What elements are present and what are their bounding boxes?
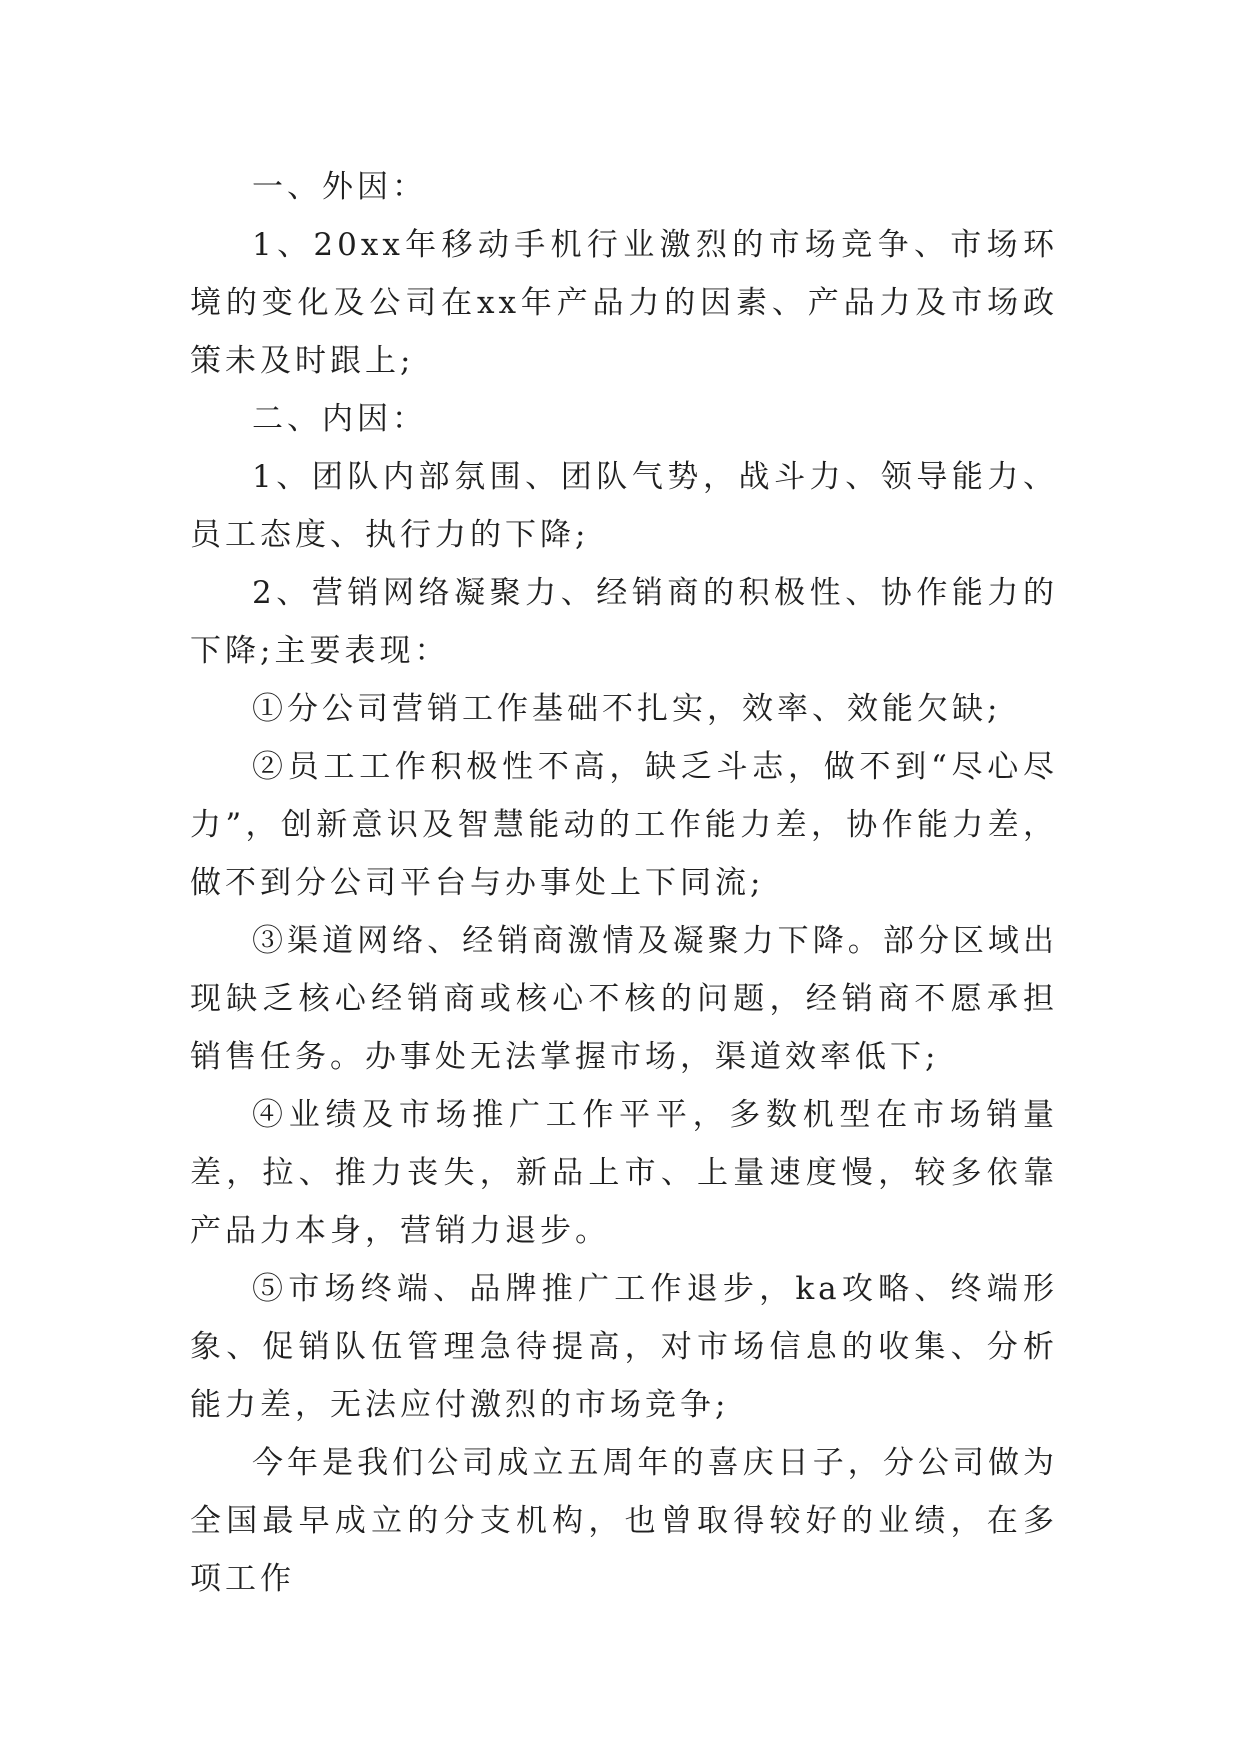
heading-external-causes: 一、外因： (252, 169, 427, 205)
list-item-1: ①分公司营销工作基础不扎实，效率、效能欠缺; (252, 691, 1002, 727)
paragraph-internal-2: 2、营销网络凝聚力、经销商的积极性、协作能力的下降;主要表现： (190, 575, 1058, 669)
paragraph-internal-1: 1、团队内部氛围、团队气势，战斗力、领导能力、员工态度、执行力的下降; (190, 459, 1058, 553)
document-body (190, 158, 1058, 1608)
list-item-4: ④业绩及市场推广工作平平，多数机型在市场销量差，拉、推力丧失，新品上市、上量速度慢，较多依靠产品力本身，营销力退步。 (190, 1097, 1058, 1249)
heading-internal-causes: 二、内因： (252, 401, 427, 437)
list-item-3: ③渠道网络、经销商激情及凝聚力下降。部分区域出现缺乏核心经销商或核心不核的问题，经销商不愿承担销售任务。办事处无法掌握市场，渠道效率低下; (190, 923, 1058, 1075)
paragraph-anniversary: 今年是我们公司成立五周年的喜庆日子，分公司做为全国最早成立的分支机构，也曾取得较好的业绩，在多项工作 (190, 1445, 1058, 1597)
paragraph-external-1: 1、20xx年移动手机行业激烈的市场竞争、市场环境的变化及公司在xx年产品力的因素、产品力及市场政策未及时跟上; (190, 227, 1058, 379)
list-item-2: ②员工工作积极性不高，缺乏斗志，做不到“尽心尽力”，创新意识及智慧能动的工作能力差，协作能力差，做不到分公司平台与办事处上下同流; (190, 749, 1058, 901)
list-item-5: ⑤市场终端、品牌推广工作退步，ka攻略、终端形象、促销队伍管理急待提高，对市场信息的收集、分析能力差，无法应付激烈的市场竞争; (190, 1271, 1058, 1423)
